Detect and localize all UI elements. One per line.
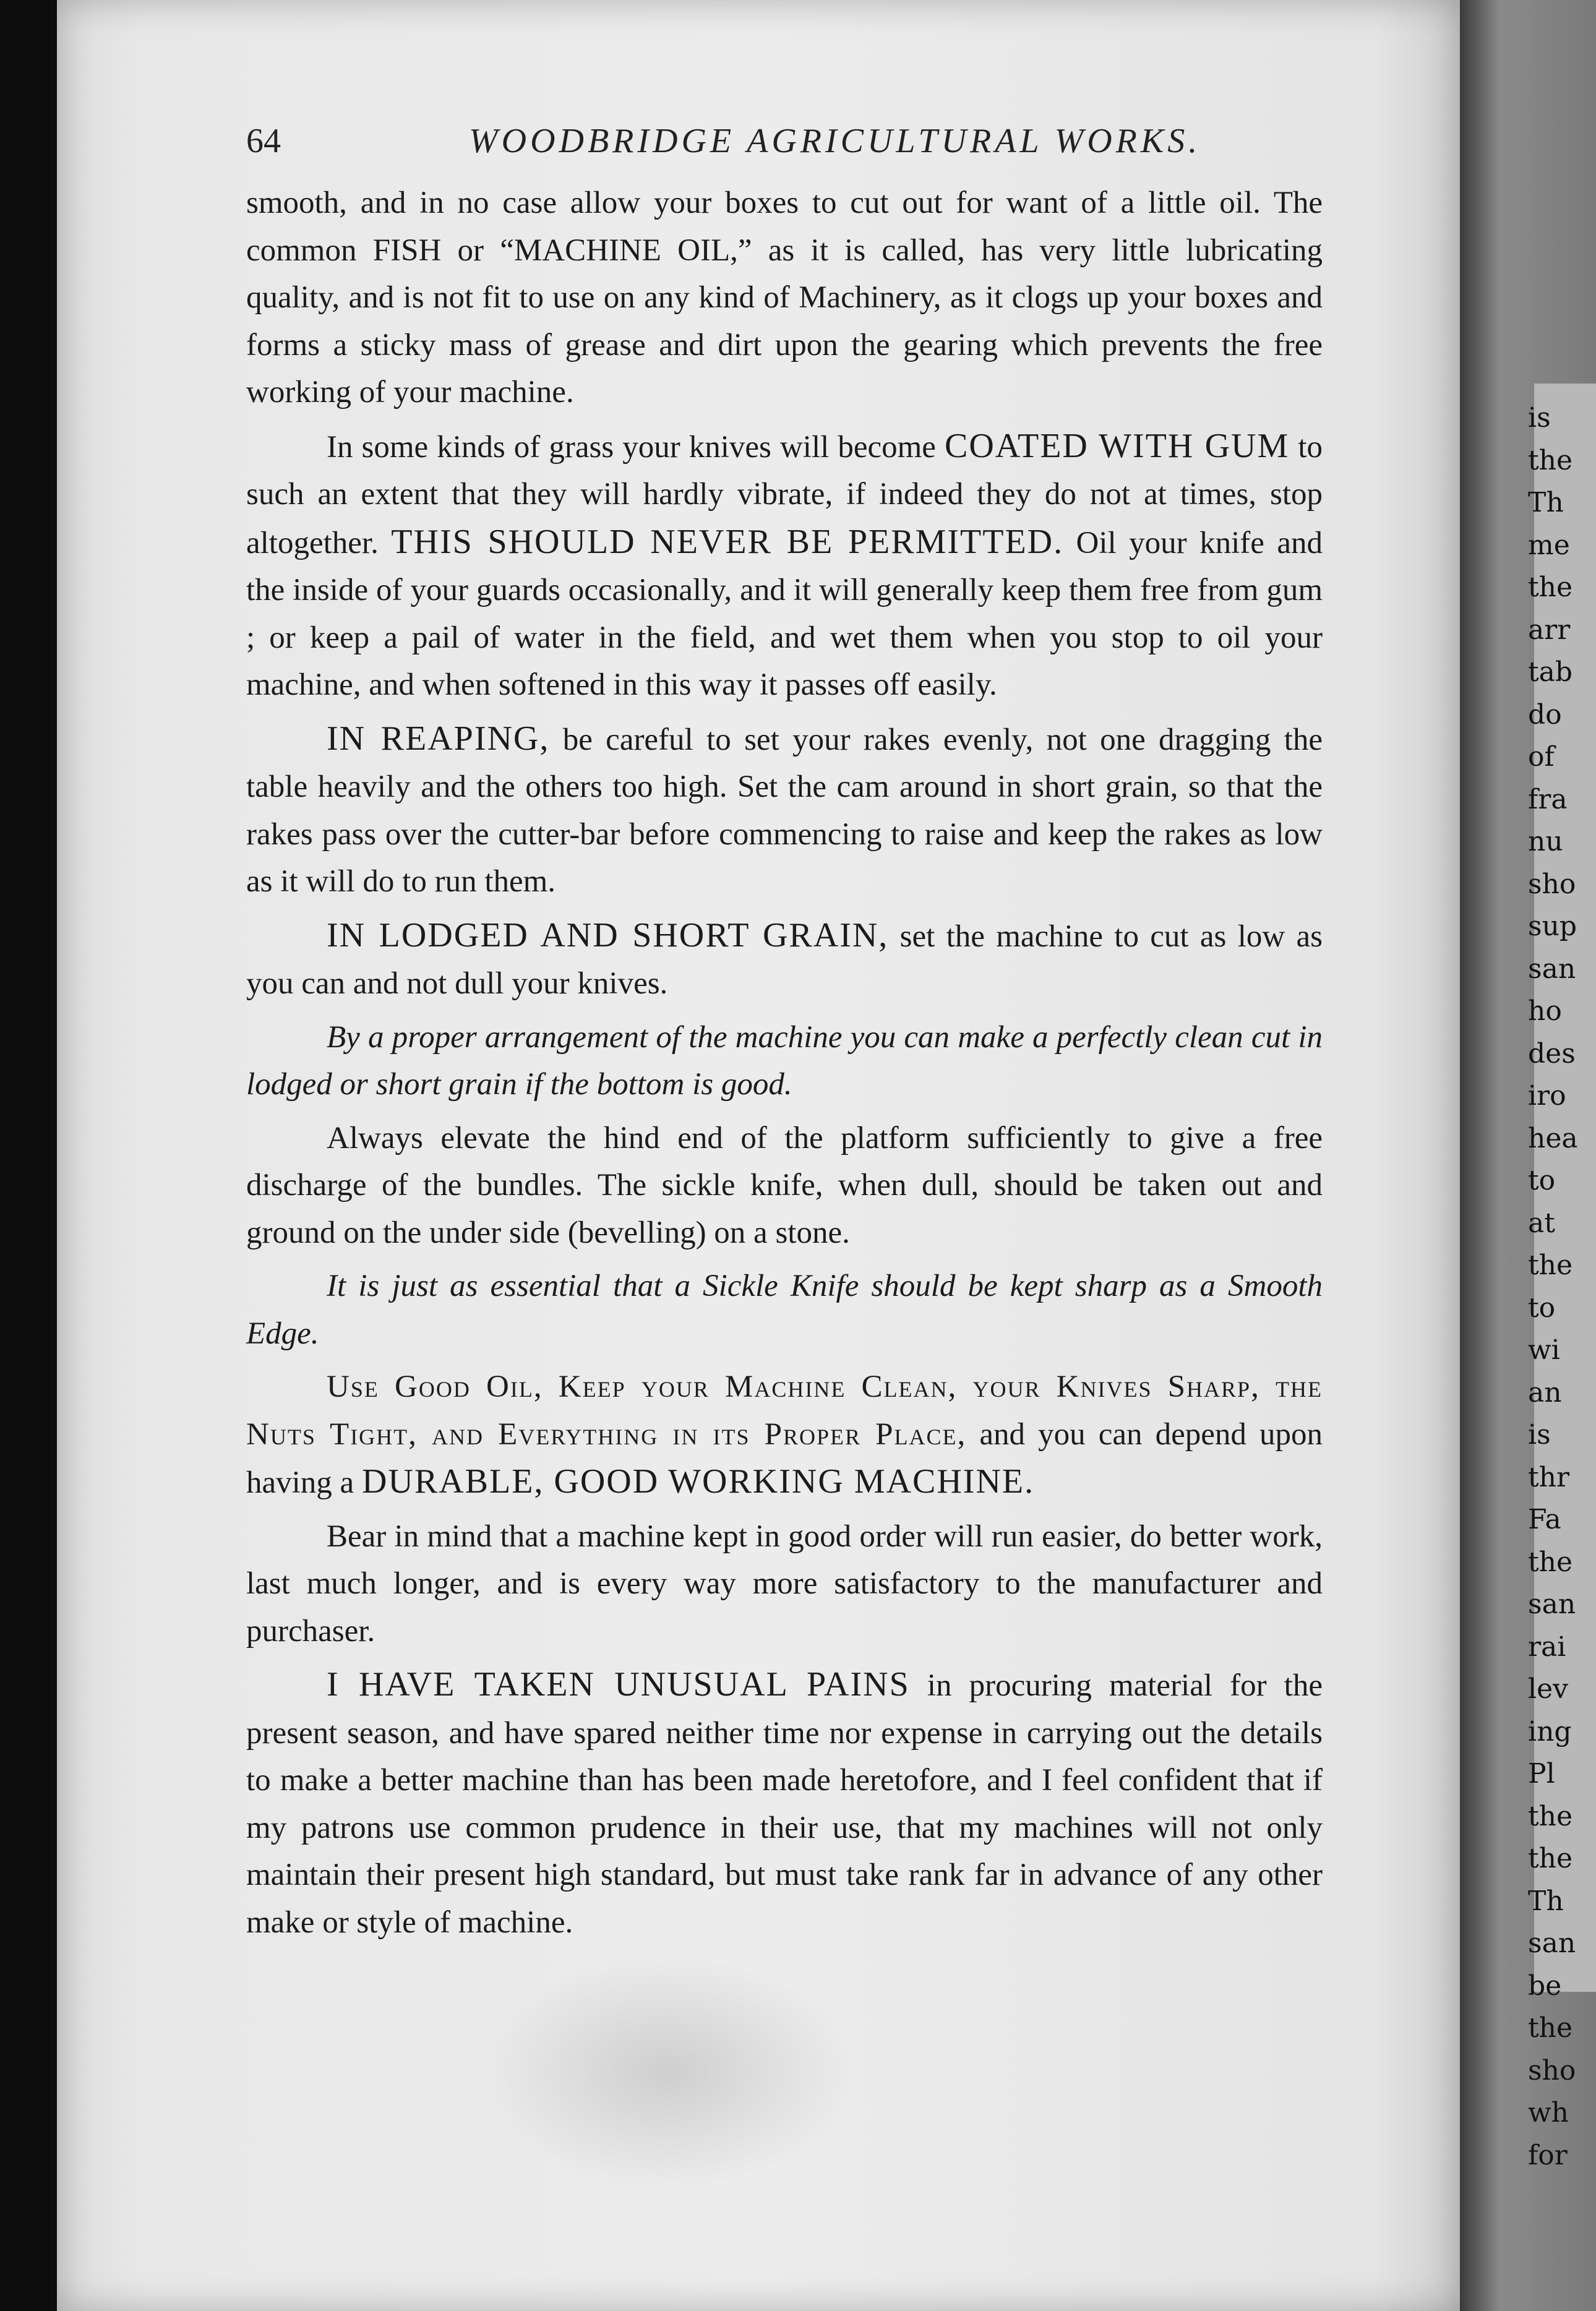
adjacent-page-fragment: sho [1528, 2054, 1576, 2086]
text-run: IN REAPING, [327, 719, 550, 758]
adjacent-page-fragment: of [1528, 741, 1555, 773]
text-run: I HAVE TAKEN UNUSUAL PAINS [327, 1665, 910, 1704]
text-run: Use Good Oil, Keep your Machine Clean, your Knives Sharp, the Nuts Tight, and Everything in its Proper Place, [246, 1370, 1323, 1452]
adjacent-page-fragment: hea [1528, 1122, 1578, 1154]
adjacent-page-fragment: fra [1528, 783, 1568, 815]
adjacent-page-fragment: be [1528, 1970, 1562, 2002]
adjacent-page-fragment: the [1528, 1800, 1573, 1832]
paragraph [246, 1263, 1323, 1357]
text-run: DURABLE, GOOD WORKING MACHINE. [361, 1462, 1035, 1501]
adjacent-page-fragment: the [1528, 1546, 1573, 1578]
paragraph [246, 1363, 1323, 1507]
adjacent-page-fragment: san [1528, 953, 1576, 985]
text-run: COATED WITH GUM [944, 426, 1290, 465]
text-run: in procuring material for the present season, and have spared neither time nor expense in carrying out the details to make a better machine than has been made heretofore, and I feel confident that if my patrons use common prudence in their use, that my machines will not only maintain their present high standard, but must take rank far in advance of any other make or style of machine. [246, 1668, 1323, 1940]
adjacent-page-fragment: to [1528, 1165, 1556, 1196]
text-run: smooth, and in no case allow your boxes to cut out for want of a little oil. The common FISH or “MACHINE OIL,” as it is called, has very little lubricating quality, and is not fit to use on any kind of Machinery, as it clogs up your boxes and forms a sticky mass of grease and dirt upon the gearing which prevents the free working of your machine. [246, 186, 1323, 409]
adjacent-page-fragment: to [1528, 1292, 1556, 1324]
running-head [246, 121, 1384, 165]
adjacent-page-fragment: is [1528, 402, 1551, 434]
paragraph [246, 1014, 1323, 1108]
paragraph [246, 715, 1323, 906]
adjacent-page-fragment: me [1528, 529, 1570, 561]
adjacent-page-fragment: the [1528, 1250, 1573, 1281]
adjacent-page-fragment: do [1528, 698, 1562, 731]
text-run: Oil your knife and the inside of your guards occasionally, and it will generally keep them free from gum ; or keep a pail of water in the field, and wet them when you stop to oil your machine, and when softened in this way it passes off easily. [246, 525, 1323, 702]
paragraph [246, 912, 1323, 1008]
text-run: THIS SHOULD NEVER BE PERMITTED. [391, 522, 1064, 561]
adjacent-page-fragment: the [1528, 1843, 1573, 1874]
adjacent-page-fragment: arr [1528, 614, 1571, 646]
adjacent-page-fragment: the [1528, 444, 1573, 476]
text-run: set the machine to cut as low as you can and not dull your knives. [246, 919, 1323, 1001]
text-run: be careful to set your rakes evenly, not one dragging the table heavily and the others too high. Set the cam around in short grain, so that the rakes pass over the cutter-bar before commencing to raise and keep the rakes as low as it will do to run them. [246, 722, 1323, 899]
paragraph [246, 1661, 1323, 1946]
adjacent-page-fragment: Pl [1528, 1758, 1555, 1790]
paragraph [246, 1513, 1323, 1655]
adjacent-page-fragment: the [1528, 572, 1573, 603]
adjacent-page-fragment: sho [1528, 868, 1576, 900]
text-run: It is just as essential that a Sickle Knife should be kept sharp as a Smooth Edge. [246, 1269, 1323, 1351]
page-number: 64 [246, 122, 281, 160]
body-text [246, 179, 1323, 1946]
text-run: to such an extent that they will hardly vibrate, if indeed they do not at times, stop altogether. [246, 429, 1323, 560]
adjacent-page-fragment: san [1528, 1589, 1576, 1620]
adjacent-page-fragment: iro [1528, 1080, 1566, 1112]
adjacent-page-fragment: ho [1528, 995, 1562, 1027]
adjacent-page-fragment: thr [1528, 1461, 1570, 1493]
adjacent-page-fragment: wi [1528, 1334, 1560, 1366]
paragraph [246, 422, 1323, 709]
text-run: Always elevate the hind end of the platform sufficiently to give a free discharge of the bundles. The sickle knife, when dull, should be taken out and ground on the under side (bevelling) on a stone. [246, 1120, 1323, 1250]
text-run: Bear in mind that a machine kept in good order will run easier, do better work, last much longer, and is every way more satisfactory to the manufacturer and purchaser. [246, 1519, 1323, 1649]
adjacent-page-fragment: the [1528, 2012, 1573, 2044]
adjacent-page-fragment: at [1528, 1207, 1555, 1239]
adjacent-page-fragment: for [1528, 2139, 1568, 2171]
paragraph [246, 1115, 1323, 1257]
adjacent-page-fragment: Fa [1528, 1504, 1561, 1535]
text-run: In some kinds of grass your knives will become [327, 429, 945, 465]
paragraph [246, 179, 1323, 416]
text-run: IN LODGED AND SHORT GRAIN, [327, 915, 889, 954]
adjacent-page-fragment: nu [1528, 826, 1563, 857]
adjacent-page-fragment: Th [1528, 487, 1564, 518]
running-title: WOODBRIDGE AGRICULTURAL WORKS. [469, 122, 1201, 160]
adjacent-page-fragment: an [1528, 1376, 1562, 1408]
adjacent-page-fragment: Th [1528, 1885, 1564, 1917]
adjacent-page-fragment: wh [1528, 2097, 1569, 2129]
adjacent-page-fragment: san [1528, 1927, 1576, 1959]
adjacent-page-fragment: rai [1528, 1631, 1566, 1663]
adjacent-page-fragment: lev [1528, 1673, 1568, 1705]
text-run: and you can depend upon having a [246, 1417, 1323, 1500]
adjacent-page-fragment: des [1528, 1037, 1576, 1070]
adjacent-page-fragment: is [1528, 1419, 1551, 1451]
adjacent-page-fragment: ing [1528, 1715, 1572, 1747]
paper-stain [483, 1955, 854, 2190]
adjacent-page-fragment: sup [1528, 911, 1577, 942]
adjacent-page-fragment: tab [1528, 656, 1573, 688]
text-run: By a proper arrangement of the machine you can make a perfectly clean cut in lodged or short grain if the bottom is good. [246, 1019, 1323, 1102]
